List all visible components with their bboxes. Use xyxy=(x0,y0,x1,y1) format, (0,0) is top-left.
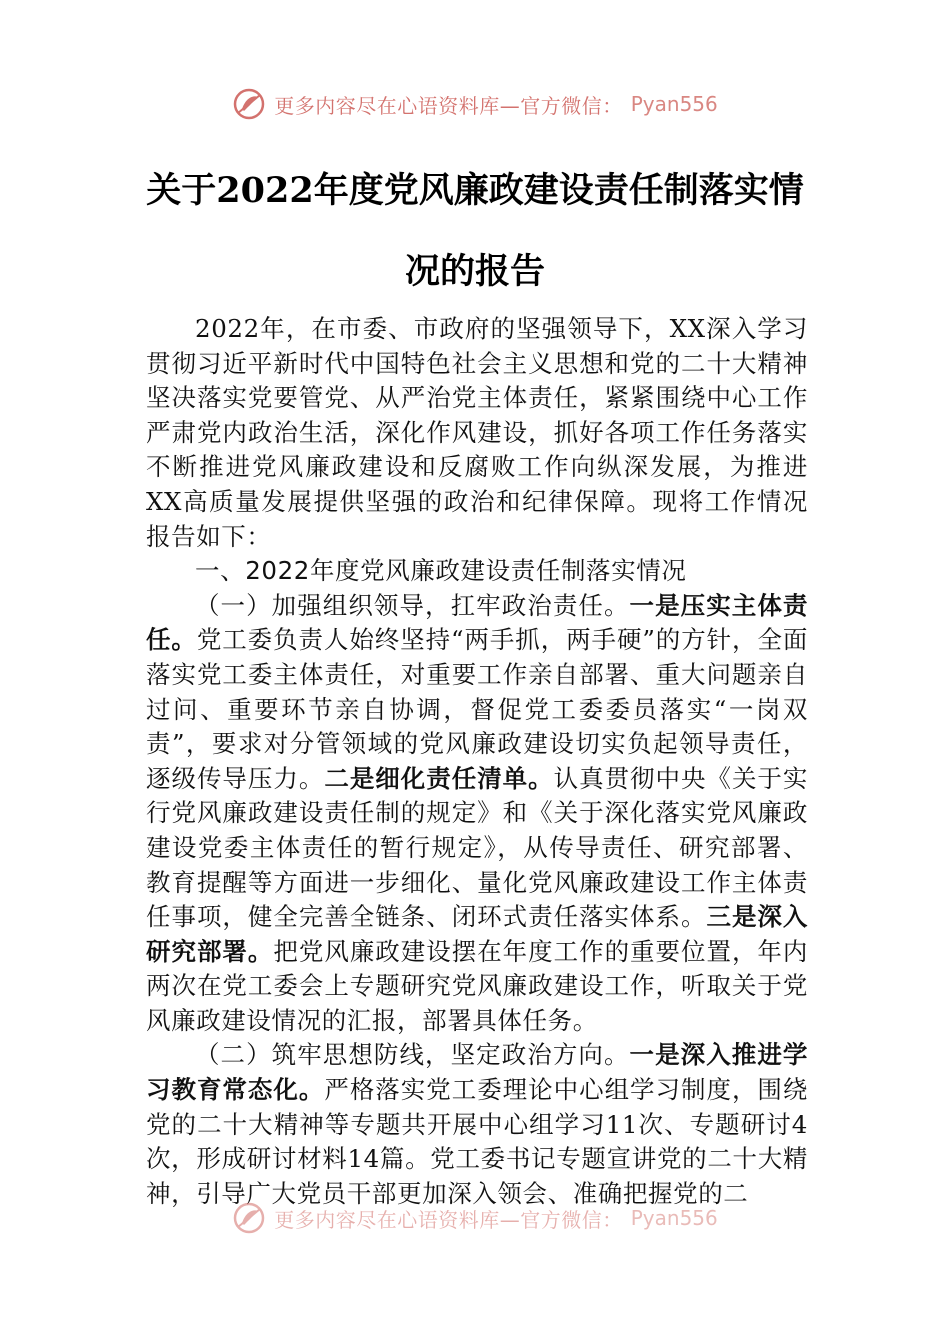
point-text: 把党风廉政建设摆在年度工作的重要位置，年内两次在党工委会上专题研究党风廉政建设工作，听取关于党风廉政建设情况的汇报，部署具体任务。 xyxy=(146,936,809,1035)
title-line-2: 况的报告 xyxy=(404,251,545,292)
brand-logo-icon xyxy=(232,87,266,121)
point-text: 党工委负责人始终坚持“两手抓，两手硬”的方针，全面落实党工委主体责任，对重要工作亲自部署、重大问题亲自过问、重要环节亲自协调，督促党工委委员落实“一岗双责”，要求对分管领域的党风廉政建设切实负起领导责任，逐级传导压力。 xyxy=(146,625,808,793)
watermark-text: 更多内容尽在心语资料库—官方微信： xyxy=(274,93,623,118)
point-label: 三是深入研究部署。 xyxy=(146,902,808,966)
intro-paragraph: 2022年，在市委、市政府的坚强领导下，XX深入学习贯彻习近平新时代中国特色社会主义思想和党的二十大精神坚决落实党要管党、从严治党主体责任，紧紧围绕中心工作严肃党内政治生活，深化作风建设，抓好各项工作任务落实不断推进党风廉政建设和反腐败工作向纵深发展，为推进XX高质量发展提供坚强的政治和纪律保障。现将工作情况报告如下： xyxy=(146,314,808,551)
document-body xyxy=(146,312,808,1211)
subsection-heading: （二）筑牢思想防线，坚定政治方向。 xyxy=(195,1040,630,1070)
point-text: 严格落实党工委理论中心组学习制度，围绕党的二十大精神等专题共开展中心组学习11次、专题研讨4次，形成研讨材料14篇。党工委书记专题宣讲党的二十大精神，引导广大党员干部更加深入领会、准确把握党的二 xyxy=(146,1075,809,1208)
document-title xyxy=(140,150,810,312)
watermark-text: 更多内容尽在心语资料库—官方微信： xyxy=(274,1207,623,1232)
point-label: 二是细化责任清单。 xyxy=(324,763,554,793)
point-label: 一是压实主体责任。 xyxy=(146,590,808,655)
watermark-wechat-id: Pyan556 xyxy=(630,92,718,116)
paragraph-ideology xyxy=(146,1038,808,1211)
brand-logo-icon xyxy=(232,1201,266,1235)
section-heading: 一、2022年度党风廉政建设责任制落实情况 xyxy=(195,556,687,586)
watermark-footer xyxy=(0,1198,950,1238)
point-text: 认真贯彻中央《关于实行党风廉政建设责任制的规定》和《关于深化落实党风廉政建设党委主体责任的暂行规定》，从传导责任、研究部署、教育提醒等方面进一步细化、量化党风廉政建设工作主体责任事项，健全完善全链条、闭环式责任落实体系。 xyxy=(146,763,809,932)
paragraph-organization xyxy=(146,589,808,1039)
title-line-1: 关于2022年度党风廉政建设责任制落实情 xyxy=(146,170,804,211)
subsection-heading: （一）加强组织领导，扛牢政治责任。 xyxy=(195,590,630,620)
watermark-wechat-id: Pyan556 xyxy=(630,1206,718,1230)
watermark-header xyxy=(0,84,950,124)
point-label: 一是深入推进学习教育常态化。 xyxy=(146,1040,808,1105)
